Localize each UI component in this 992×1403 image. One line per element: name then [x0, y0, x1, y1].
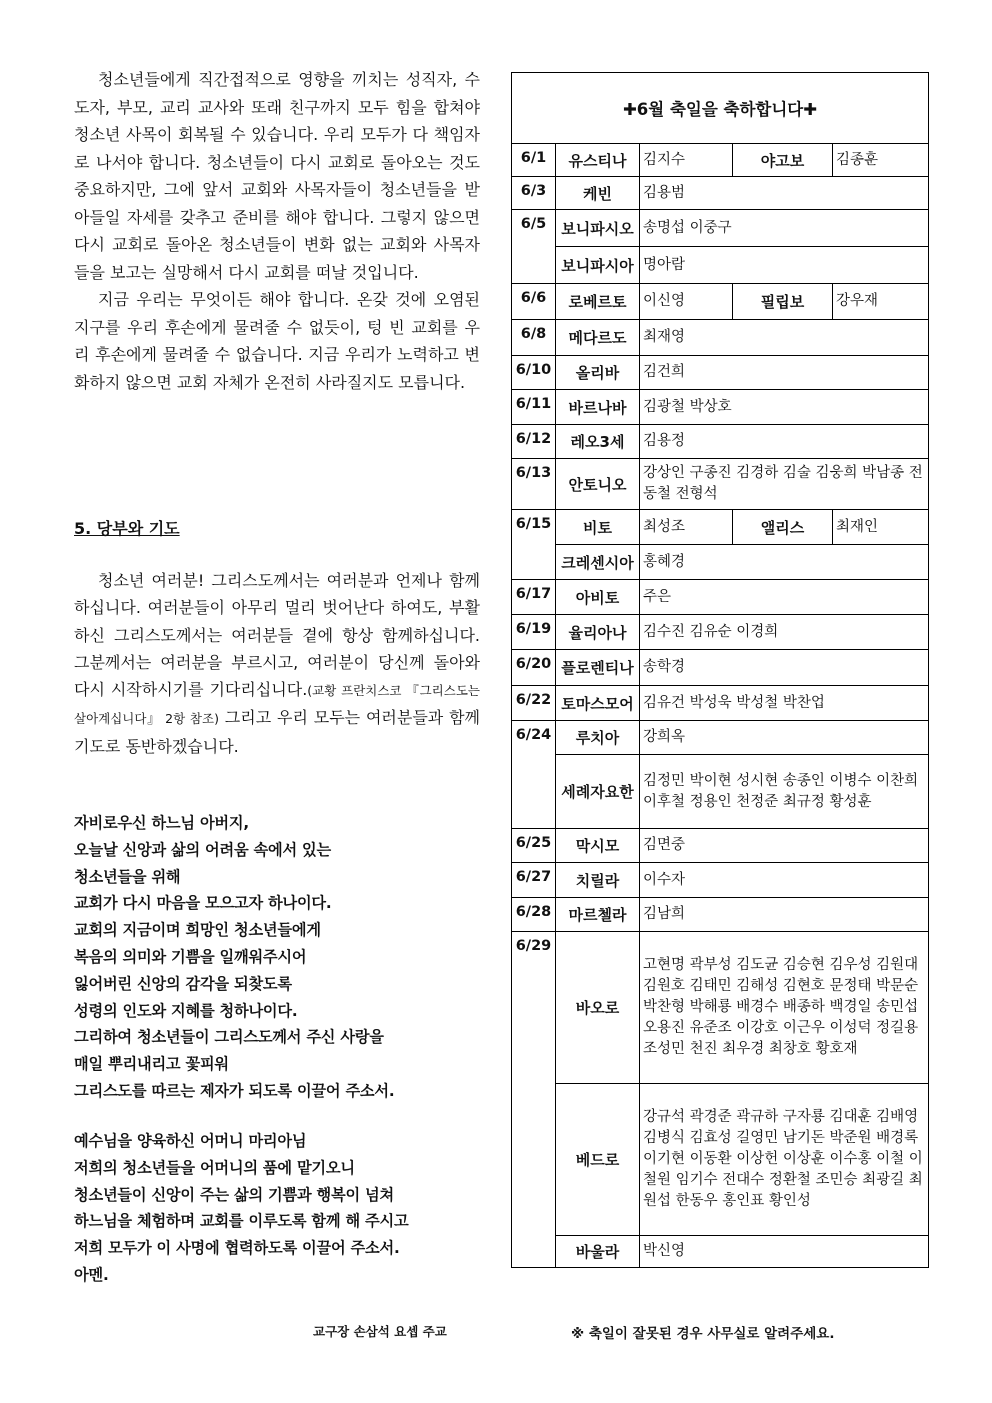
table-row: [512, 580, 929, 615]
signature: 교구장 손삼석 요셉 주교: [313, 1324, 447, 1339]
table-row: [512, 320, 929, 356]
names-cell: 최재영: [640, 320, 929, 356]
paragraph-3-main: 청소년 여러분! 그리스도께서는 여러분과 언제나 함께하십니다. 여러분들이 아무리 멀리 벗어난다 하여도, 부활하신 그리스도께서는 여러분들 곁에 항상 함께하십니다. 그분께서는 여러분을 부르시고, 여러분이 당신께 돌아와 다시 시작하시기를 기다리십니다.: [74, 571, 480, 700]
prayer-line: 하느님을 체험하며 교회를 이루도록 함께 해 주시고: [74, 1212, 409, 1231]
names-cell: 김유건 박성욱 박성철 박찬업: [640, 686, 929, 721]
table-row: [512, 356, 929, 390]
saint-cell: 루치아: [556, 721, 640, 755]
saint-cell: 필립보: [733, 284, 833, 320]
names-cell: 최성조: [640, 510, 733, 545]
saint-cell: 케빈: [556, 177, 640, 210]
saint-cell: 야고보: [733, 144, 833, 177]
paragraph-3-reference: (교황 프란치스코 『그리스도는 살아계십니다』 2항 참조): [74, 683, 480, 727]
table-row: [512, 829, 929, 863]
prayer-line: 잃어버린 신앙의 감각을 되찾도록: [74, 974, 292, 993]
names-cell: 김광철 박상호: [640, 390, 929, 425]
names-cell: 이수자: [640, 863, 929, 898]
names-cell: 김남희: [640, 898, 929, 932]
table-row: [512, 686, 929, 721]
paragraph-1: 청소년들에게 직간접적으로 영향을 끼치는 성직자, 수도자, 부모, 교리 교사와 또래 친구까지 모두 힘을 합쳐야 청소년 사목이 회복될 수 있습니다. 우리 모두가 다 책임자로 나서야 합니다. 청소년들이 다시 교회로 돌아오는 것도 중요하지만, 그에 앞서 교회와 사목자들이 청소년들을 받아들일 자세를 갖추고 준비를 해야 합니다. 그렇지 않으면 다시 교회로 돌아온 청소년들이 변화 없는 교회와 사목자들을 보고는 실망해서 다시 교회를 떠날 것입니다.: [74, 70, 480, 282]
table-row: [512, 932, 929, 1084]
section-heading: 5. 당부와 기도: [74, 519, 180, 538]
saint-cell: 유스티나: [556, 144, 640, 177]
saint-cell: 베드로: [556, 1084, 640, 1236]
saint-cell: 바르나바: [556, 390, 640, 425]
table-row: [512, 510, 929, 545]
names-cell: 강우재: [833, 284, 929, 320]
prayer-line: 자비로우신 하느님 아버지,: [74, 814, 249, 832]
date-cell: 6/20: [512, 650, 556, 686]
left-column: [74, 66, 480, 396]
saint-cell: 바울라: [556, 1236, 640, 1268]
saint-cell: 마르첼라: [556, 898, 640, 932]
prayer-line: 복음의 의미와 기쁨을 일깨워주시어: [74, 947, 307, 966]
table-row: [512, 1236, 929, 1268]
prayer-line: 그리스도를 따르는 제자가 되도록 이끌어 주소서.: [74, 1081, 395, 1100]
prayer-block-2: [74, 1128, 484, 1289]
table-row: [512, 1084, 929, 1236]
prayer-line: 저희 모두가 이 사명에 협력하도록 이끌어 주소서.: [74, 1239, 400, 1258]
saint-cell: 크레센시아: [556, 545, 640, 580]
date-cell: 6/15: [512, 510, 556, 580]
names-cell: 주은: [640, 580, 929, 615]
names-cell: 강희옥: [640, 721, 929, 755]
table-row: [512, 284, 929, 320]
names-cell: 김수진 김유순 이경희: [640, 615, 929, 650]
date-cell: 6/6: [512, 284, 556, 320]
date-cell: 6/5: [512, 210, 556, 284]
date-cell: 6/10: [512, 356, 556, 390]
prayer-line: 매일 뿌리내리고 꽃피워: [74, 1055, 229, 1074]
table-row: [512, 721, 929, 755]
date-cell: 6/22: [512, 686, 556, 721]
date-cell: 6/13: [512, 459, 556, 510]
saint-cell: 앨리스: [733, 510, 833, 545]
table-row: [512, 247, 929, 284]
prayer-line: 그리하여 청소년들이 그리스도께서 주신 사랑을: [74, 1028, 384, 1047]
prayer-line: 오늘날 신앙과 삶의 어려움 속에서 있는: [74, 840, 331, 859]
saint-cell: 메다르도: [556, 320, 640, 356]
table-row: [512, 390, 929, 425]
names-cell: 김건희: [640, 356, 929, 390]
names-cell: 홍혜경: [640, 545, 929, 580]
table-row: [512, 615, 929, 650]
date-cell: 6/11: [512, 390, 556, 425]
names-cell: 고현명 곽부성 김도균 김승현 김우성 김원대 김원호 김태민 김해성 김현호 문정태 박문순 박찬형 박해룡 배경수 배종하 백경일 송민섭 오용진 유준조 이강호 이근우 이성덕 정길용 조성민 천진 최우경 최창호 황호재: [640, 932, 929, 1084]
prayer-line: 교회가 다시 마음을 모으고자 하나이다.: [74, 894, 332, 913]
date-cell: 6/25: [512, 829, 556, 863]
table-row: [512, 863, 929, 898]
date-cell: 6/19: [512, 615, 556, 650]
names-cell: 최재인: [833, 510, 929, 545]
date-cell: 6/3: [512, 177, 556, 210]
table-row: [512, 459, 929, 510]
prayer-line: 청소년들을 위해: [74, 867, 181, 886]
paragraph-2: 지금 우리는 무엇이든 해야 합니다. 온갖 것에 오염된 지구를 우리 후손에게 물려줄 수 없듯이, 텅 빈 교회를 우리 후손에게 물려줄 수 없습니다. 지금 우리가 노력하고 변화하지 않으면 교회 자체가 온전히 사라질지도 모릅니다.: [74, 290, 480, 392]
saint-cell: 안토니오: [556, 459, 640, 510]
saint-cell: 세례자요한: [556, 755, 640, 829]
prayer-line: 성령의 인도와 지혜를 청하나이다.: [74, 1001, 298, 1020]
date-cell: 6/24: [512, 721, 556, 829]
prayer-line: 저희의 청소년들을 어머니의 품에 맡기오니: [74, 1158, 355, 1177]
saint-cell: 로베르토: [556, 284, 640, 320]
names-cell: 김용정: [640, 425, 929, 459]
prayer-block-1: [74, 810, 484, 1105]
date-cell: 6/12: [512, 425, 556, 459]
table-row: [512, 755, 929, 829]
table-row: [512, 144, 929, 177]
feast-day-table: [511, 72, 929, 1268]
names-cell: 김지수: [640, 144, 733, 177]
names-cell: 이신영: [640, 284, 733, 320]
names-cell: 김정민 박이현 성시현 송종인 이병수 이찬희 이후철 정용인 천정준 최규정 황성훈: [640, 755, 929, 829]
paragraph-3: [74, 567, 480, 760]
table-row: [512, 898, 929, 932]
prayer-line: 아멘.: [74, 1265, 109, 1284]
names-cell: 강상인 구종진 김경하 김술 김웅희 박남종 전동철 전형석: [640, 459, 929, 510]
paragraph-3-end: 그리고 우리 모두는 여러분들과 함께 기도로 동반하겠습니다.: [74, 708, 480, 756]
date-cell: 6/29: [512, 932, 556, 1268]
date-cell: 6/1: [512, 144, 556, 177]
notice: ※ 축일이 잘못된 경우 사무실로 알려주세요.: [571, 1326, 835, 1342]
table-row: [512, 650, 929, 686]
saint-cell: 치릴라: [556, 863, 640, 898]
date-cell: 6/8: [512, 320, 556, 356]
saint-cell: 보니파시아: [556, 247, 640, 284]
saint-cell: 비토: [556, 510, 640, 545]
names-cell: 명아람: [640, 247, 929, 284]
saint-cell: 올리바: [556, 356, 640, 390]
table-row: [512, 545, 929, 580]
saint-cell: 플로렌티나: [556, 650, 640, 686]
prayer-line: 청소년들이 신앙이 주는 삶의 기쁨과 행복이 넘쳐: [74, 1185, 394, 1204]
table-row: [512, 425, 929, 459]
date-cell: 6/17: [512, 580, 556, 615]
names-cell: 송학경: [640, 650, 929, 686]
saint-cell: 토마스모어: [556, 686, 640, 721]
names-cell: 송명섭 이중구: [640, 210, 929, 247]
saint-cell: 보니파시오: [556, 210, 640, 247]
prayer-line: 예수님을 양육하신 어머니 마리아님: [74, 1132, 307, 1150]
names-cell: 박신영: [640, 1236, 929, 1268]
names-cell: 김면중: [640, 829, 929, 863]
date-cell: 6/28: [512, 898, 556, 932]
saint-cell: 아비토: [556, 580, 640, 615]
date-cell: 6/27: [512, 863, 556, 898]
saint-cell: 막시모: [556, 829, 640, 863]
names-cell: 김종훈: [833, 144, 929, 177]
table-row: [512, 177, 929, 210]
saint-cell: 율리아나: [556, 615, 640, 650]
table-row: [512, 210, 929, 247]
prayer-line: 교회의 지금이며 희망인 청소년들에게: [74, 921, 321, 940]
saint-cell: 레오3세: [556, 425, 640, 459]
table-title-row: [512, 73, 929, 144]
saint-cell: 바오로: [556, 932, 640, 1084]
table-title: ✚6월 축일을 축하합니다✚: [512, 73, 929, 144]
names-cell: 김용범: [640, 177, 929, 210]
names-cell: 강규석 곽경준 곽규하 구자룡 김대훈 김배영 김병식 김효성 길영민 남기돈 박준원 배경록 이기현 이동환 이상헌 이상훈 이수홍 이철 이철원 임기수 전대수 정환철 조민승 최광길 최원섭 한동우 홍인표 황인성: [640, 1084, 929, 1236]
